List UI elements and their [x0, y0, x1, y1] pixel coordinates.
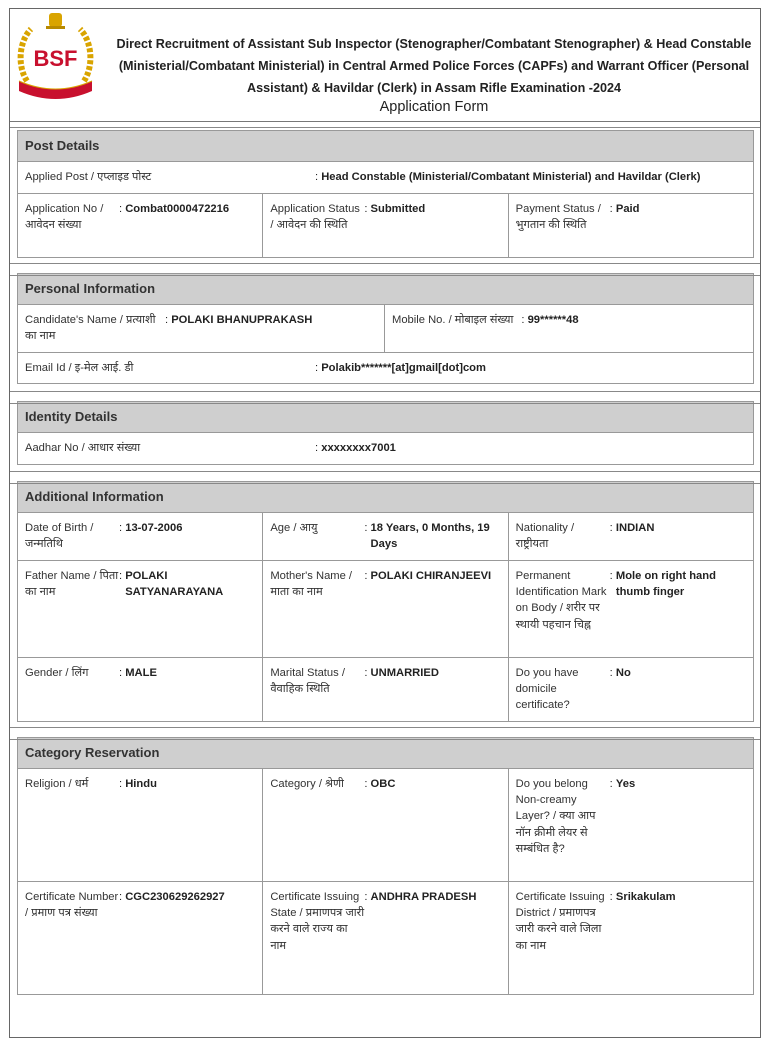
domicile-value: No [615, 667, 631, 679]
divider [10, 471, 760, 472]
application-no-value: Combat0000472216 [125, 203, 230, 215]
identification-mark-value: Mole on right hand thumb finger [615, 570, 716, 599]
age-value: 18 Years, 0 Months, 19 Days [370, 522, 490, 551]
form-header [10, 9, 760, 122]
mobile-value: 99******48 [527, 314, 579, 326]
gender-label: Gender / लिंग [25, 667, 89, 679]
category-value: OBC [370, 778, 396, 790]
dob-value: 13-07-2006 [125, 522, 183, 534]
applied-post-value: Head Constable (Ministerial/Combatant Ministerial) and Havildar (Clerk) [321, 171, 701, 183]
section-title: Category Reservation [17, 737, 754, 769]
payment-status-label: Payment Status / भुगतान की स्थिति [515, 203, 601, 232]
certificate-district-value: Srikakulam [615, 891, 676, 903]
certificate-state-label: Certificate Issuing State / प्रमाणपत्र जारी करने वाले राज्य का नाम [270, 891, 365, 952]
divider [10, 127, 760, 128]
gender-row: Gender / लिंग : MALE Marital Status / वैवाहिक स्थिति : UNMARRIED Do you have domicile certificate? : No [17, 658, 754, 722]
candidate-name-value: POLAKI BHANUPRAKASH [171, 314, 313, 326]
email-row: Email Id / इ-मेल आई. डी : Polakib*******[at]gmail[dot]com [17, 353, 754, 384]
religion-label: Religion / धर्म [25, 778, 89, 790]
aadhar-value: xxxxxxxx7001 [321, 442, 396, 454]
email-value: Polakib*******[at]gmail[dot]com [321, 362, 486, 374]
identification-mark-label: Permanent Identification Mark on Body / शरीर पर स्थायी पहचान चिह्न [515, 570, 607, 631]
email-label: Email Id / इ-मेल आई. डी [25, 362, 134, 374]
nationality-label: Nationality / राष्ट्रीयता [515, 522, 575, 551]
application-form-page [9, 8, 761, 1038]
father-name-value: POLAKI SATYANARAYANA [125, 570, 224, 599]
mobile-label: Mobile No. / मोबाइल संख्या [392, 314, 514, 326]
domicile-label: Do you have domicile certificate? [515, 667, 579, 712]
divider [10, 403, 760, 404]
name-mobile-row: Candidate's Name / प्रत्याशी का नाम : POLAKI BHANUPRAKASH Mobile No. / मोबाइल संख्या : 99******48 [17, 305, 754, 353]
divider [10, 739, 760, 740]
dob-row: Date of Birth / जन्मतिथि : 13-07-2006 Age / आयु : 18 Years, 0 Months, 19 Days Nationality / राष्ट्रीयता : INDIAN [17, 513, 754, 561]
bsf-logo [13, 11, 98, 99]
certificate-district-label: Certificate Issuing District / प्रमाणपत्र जारी करने वाले जिला का नाम [515, 891, 605, 952]
section-title: Personal Information [17, 273, 754, 305]
non-creamy-value: Yes [615, 778, 636, 790]
parents-row: Father Name / पिता का नाम : POLAKI SATYANARAYANA Mother's Name / माता का नाम : POLAKI CHIRANJEEVI Permanent Identification Mark on Body / शरीर पर स्थायी पहचान चिह्न : Mole on right hand thumb finger [17, 561, 754, 658]
application-status-value: Submitted [370, 203, 426, 215]
certificate-state-value: ANDHRA PRADESH [370, 891, 477, 903]
marital-status-label: Marital Status / वैवाहिक स्थिति [270, 667, 345, 696]
dob-label: Date of Birth / जन्मतिथि [25, 522, 94, 551]
additional-information-section [17, 481, 754, 722]
gender-value: MALE [125, 667, 157, 679]
divider [10, 263, 760, 264]
aadhar-row: Aadhar No / आधार संख्या : xxxxxxxx7001 [17, 433, 754, 465]
certificate-row: Certificate Number / प्रमाण पत्र संख्या : CGC230629262927 Certificate Issuing State / प्रमाणपत्र जारी करने वाले राज्य का नाम : ANDHRA PRADESH Certificate Issuing District / प्रमाणपत्र जारी करने वाले जिला का नाम : Srikakulam [17, 882, 754, 995]
section-title: Identity Details [17, 401, 754, 433]
applied-post-row: Applied Post / एप्लाइड पोस्ट : Head Constable (Ministerial/Combatant Ministerial) and Havildar (Clerk) [17, 162, 754, 194]
religion-row: Religion / धर्म : Hindu Category / श्रेणी : OBC Do you belong Non-creamy Layer? / क्या आप नॉन क्रीमी लेयर से सम्बंधित है? : Yes [17, 769, 754, 882]
post-details-section [17, 130, 754, 258]
religion-value: Hindu [125, 778, 157, 790]
mother-name-label: Mother's Name / माता का नाम [270, 570, 353, 599]
age-label: Age / आयु [270, 522, 318, 534]
form-subtitle: Application Form [379, 99, 489, 115]
non-creamy-label: Do you belong Non-creamy Layer? / क्या आप नॉन क्रीमी लेयर से सम्बंधित है? [515, 778, 596, 855]
logo-text: BSF [33, 46, 78, 71]
divider [10, 275, 760, 276]
category-label: Category / श्रेणी [270, 778, 344, 790]
divider [10, 483, 760, 484]
marital-status-value: UNMARRIED [370, 667, 439, 679]
application-row: Application No / आवेदन संख्या : Combat0000472216 Application Status / आवेदन की स्थिति : Submitted Payment Status / भुगतान की स्थिति : Paid [17, 194, 754, 258]
payment-status-value: Paid [615, 203, 640, 215]
applied-post-label: Applied Post / एप्लाइड पोस्ट [25, 171, 152, 183]
divider [10, 391, 760, 392]
father-name-label: Father Name / पिता का नाम [25, 570, 119, 599]
nationality-value: INDIAN [615, 522, 655, 534]
candidate-name-label: Candidate's Name / प्रत्याशी का नाम [25, 314, 156, 343]
divider [10, 727, 760, 728]
section-title: Post Details [17, 130, 754, 162]
section-title: Additional Information [17, 481, 754, 513]
identity-details-section [17, 401, 754, 465]
application-status-label: Application Status / आवेदन की स्थिति [270, 203, 360, 232]
category-reservation-section [17, 737, 754, 995]
exam-title: Direct Recruitment of Assistant Sub Inspector (Stenographer/Combatant Stenographer) & Head Constable (Ministerial/Combatant Ministerial) in Central Armed Police Forces (CAPFs) and Warrant Officer (Personal Assistant) & Havildar (Clerk) in Assam Rifle Examination -2024 [116, 37, 752, 95]
aadhar-label: Aadhar No / आधार संख्या [25, 442, 141, 454]
certificate-number-value: CGC230629262927 [125, 891, 225, 903]
personal-information-section [17, 273, 754, 384]
mother-name-value: POLAKI CHIRANJEEVI [370, 570, 492, 582]
certificate-number-label: Certificate Number / प्रमाण पत्र संख्या [25, 891, 119, 920]
application-no-label: Application No / आवेदन संख्या [25, 203, 104, 232]
